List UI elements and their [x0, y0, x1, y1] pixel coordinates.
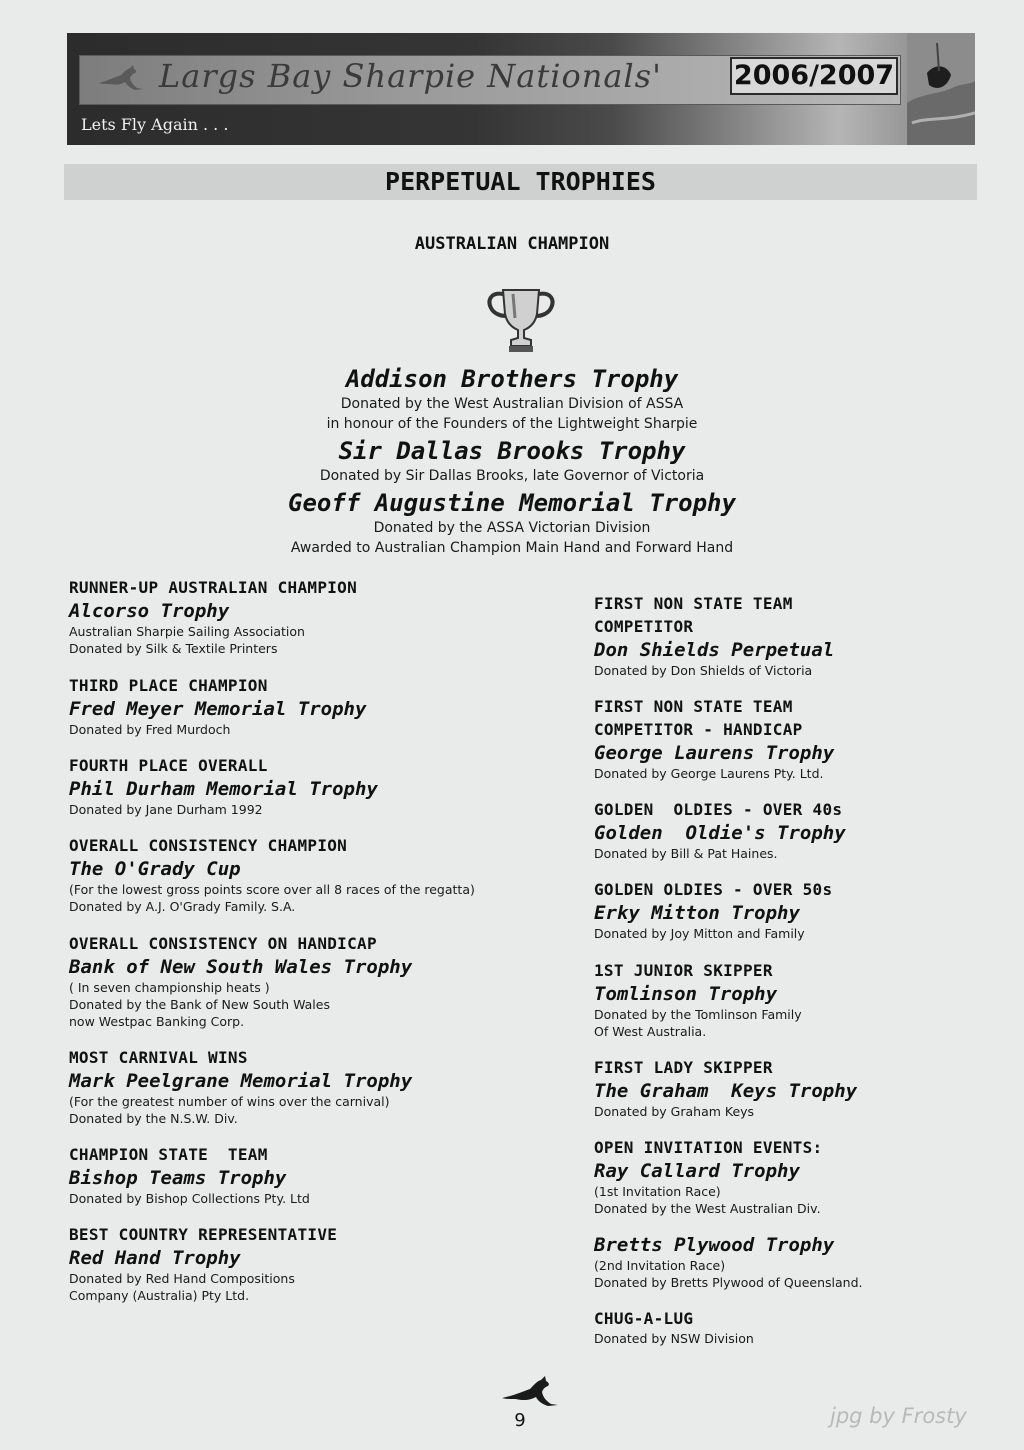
trophy-name: Bretts Plywood Trophy — [594, 1234, 835, 1256]
trophy-note: Donated by Joy Mitton and Family — [594, 926, 805, 941]
trophy-name: Addison Brothers Trophy — [345, 365, 679, 393]
trophy-category: CHUG-A-LUG — [594, 1309, 694, 1328]
trophy-entry — [594, 959, 994, 1040]
trophy-name: Tomlinson Trophy — [594, 983, 778, 1005]
banner-year: 2006/2007 — [730, 57, 898, 95]
trophy-entry — [69, 674, 539, 738]
trophy-category: OPEN INVITATION EVENTS: — [594, 1138, 823, 1157]
trophy-note: Donated by the N.S.W. Div. — [69, 1111, 238, 1126]
trophy-note: Donated by the Bank of New South Wales — [69, 997, 330, 1012]
australian-champion-heading: AUSTRALIAN CHAMPION — [414, 234, 610, 254]
trophy-note: Awarded to Australian Champion Main Hand and Forward Hand — [290, 540, 734, 556]
trophy-entry — [594, 1233, 994, 1291]
banner-tagline: Lets Fly Again . . . — [81, 115, 229, 134]
page-number: 9 — [514, 1410, 526, 1431]
trophy-note: Donated by Jane Durham 1992 — [69, 802, 263, 817]
trophy-name: Alcorso Trophy — [69, 600, 230, 622]
trophy-category: FIRST NON STATE TEAM — [594, 697, 793, 716]
trophy-note: now Westpac Banking Corp. — [69, 1014, 245, 1029]
trophy-entry — [594, 1136, 994, 1217]
trophy-note: (1st Invitation Race) — [594, 1184, 721, 1199]
trophy-name: Sir Dallas Brooks Trophy — [338, 437, 686, 465]
trophy-note: Donated by Red Hand Compositions — [69, 1271, 295, 1286]
trophy-name: Bishop Teams Trophy — [69, 1167, 287, 1189]
trophy-note: Donated by Sir Dallas Brooks, late Governor of Victoria — [319, 468, 705, 484]
trophy-note: Donated by Bishop Collections Pty. Ltd — [69, 1191, 310, 1206]
trophy-entry — [594, 695, 994, 782]
champion-trophy-2 — [0, 436, 1024, 486]
trophy-note: (For the greatest number of wins over the carnival) — [69, 1094, 390, 1109]
trophy-name: Mark Peelgrane Memorial Trophy — [69, 1070, 413, 1092]
sailing-photo-icon — [907, 33, 975, 145]
trophy-note: (For the lowest gross points score over all 8 races of the regatta) — [69, 882, 475, 897]
trophy-note: in honour of the Founders of the Lightweight Sharpie — [326, 416, 698, 432]
trophy-note: Donated by the West Australian Div. — [594, 1201, 821, 1216]
page-title: PERPETUAL TROPHIES — [64, 164, 977, 200]
trophy-category: OVERALL CONSISTENCY ON HANDICAP — [69, 934, 377, 953]
trophy-note: Donated by Silk & Textile Printers — [69, 641, 278, 656]
trophy-entry — [69, 834, 539, 915]
trophy-name: Don Shields Perpetual — [594, 639, 835, 661]
trophy-name: Erky Mitton Trophy — [594, 902, 800, 924]
trophy-note: Donated by Fred Murdoch — [69, 722, 231, 737]
trophy-entry — [69, 1046, 539, 1127]
trophy-entry — [69, 576, 539, 657]
trophy-category: COMPETITOR - HANDICAP — [594, 720, 803, 739]
trophy-entry — [69, 754, 539, 818]
trophy-note: Donated by the West Australian Division of ASSA — [340, 396, 684, 412]
watermark: jpg by Frosty — [830, 1404, 967, 1428]
trophy-category: OVERALL CONSISTENCY CHAMPION — [69, 836, 348, 855]
trophy-note: Donated by Bill & Pat Haines. — [594, 846, 778, 861]
trophy-entry — [594, 798, 994, 862]
trophy-note: Donated by A.J. O'Grady Family. S.A. — [69, 899, 296, 914]
trophy-note: Donated by the Tomlinson Family — [594, 1007, 802, 1022]
champion-trophy-1 — [0, 364, 1024, 434]
trophy-note: Donated by Bretts Plywood of Queensland. — [594, 1275, 863, 1290]
kangaroo-icon — [500, 1374, 560, 1410]
trophy-category: RUNNER-UP AUSTRALIAN CHAMPION — [69, 578, 358, 597]
trophy-note: Donated by NSW Division — [594, 1331, 754, 1346]
trophy-category: GOLDEN OLDIES - OVER 50s — [594, 880, 833, 899]
trophy-note: (2nd Invitation Race) — [594, 1258, 726, 1273]
kangaroo-icon — [97, 63, 145, 93]
trophy-note: Donated by Graham Keys — [594, 1104, 755, 1119]
champion-trophy-3 — [0, 488, 1024, 558]
trophy-category: MOST CARNIVAL WINS — [69, 1048, 248, 1067]
trophy-name: Phil Durham Memorial Trophy — [69, 778, 378, 800]
trophy-note: ( In seven championship heats ) — [69, 980, 270, 995]
trophy-cup-icon — [483, 284, 559, 356]
trophy-entry — [594, 878, 994, 942]
trophy-entry — [594, 1056, 994, 1120]
trophy-category: COMPETITOR — [594, 617, 694, 636]
trophy-entry — [594, 1307, 994, 1347]
trophy-category: FIRST NON STATE TEAM — [594, 594, 793, 613]
trophy-category: BEST COUNTRY REPRESENTATIVE — [69, 1225, 338, 1244]
trophy-entry — [594, 592, 994, 679]
trophy-category: FIRST LADY SKIPPER — [594, 1058, 773, 1077]
trophy-category: THIRD PLACE CHAMPION — [69, 676, 268, 695]
header-banner — [67, 33, 975, 145]
trophy-category: FOURTH PLACE OVERALL — [69, 756, 268, 775]
banner-title: Largs Bay Sharpie Nationals' — [159, 57, 662, 95]
trophy-category: GOLDEN OLDIES - OVER 40s — [594, 800, 843, 819]
trophy-name: George Laurens Trophy — [594, 742, 835, 764]
trophy-name: Geoff Augustine Memorial Trophy — [288, 489, 736, 517]
trophy-note: Donated by George Laurens Pty. Ltd. — [594, 766, 824, 781]
trophy-entry — [69, 1223, 539, 1304]
trophy-name: Fred Meyer Memorial Trophy — [69, 698, 367, 720]
trophy-note: Donated by the ASSA Victorian Division — [373, 520, 651, 536]
trophy-category: 1ST JUNIOR SKIPPER — [594, 961, 773, 980]
trophy-name: Ray Callard Trophy — [594, 1160, 800, 1182]
trophy-category: CHAMPION STATE TEAM — [69, 1145, 268, 1164]
trophy-name: The O'Grady Cup — [69, 858, 241, 880]
trophy-name: The Graham Keys Trophy — [594, 1080, 858, 1102]
trophy-name: Red Hand Trophy — [69, 1247, 241, 1269]
trophy-note: Company (Australia) Pty Ltd. — [69, 1288, 250, 1303]
trophy-entry — [69, 1143, 539, 1207]
trophy-note: Of West Australia. — [594, 1024, 707, 1039]
trophy-note: Australian Sharpie Sailing Association — [69, 624, 305, 639]
trophy-entry — [69, 932, 539, 1030]
trophy-name: Golden Oldie's Trophy — [594, 822, 846, 844]
trophy-note: Donated by Don Shields of Victoria — [594, 663, 813, 678]
trophy-name: Bank of New South Wales Trophy — [69, 956, 413, 978]
